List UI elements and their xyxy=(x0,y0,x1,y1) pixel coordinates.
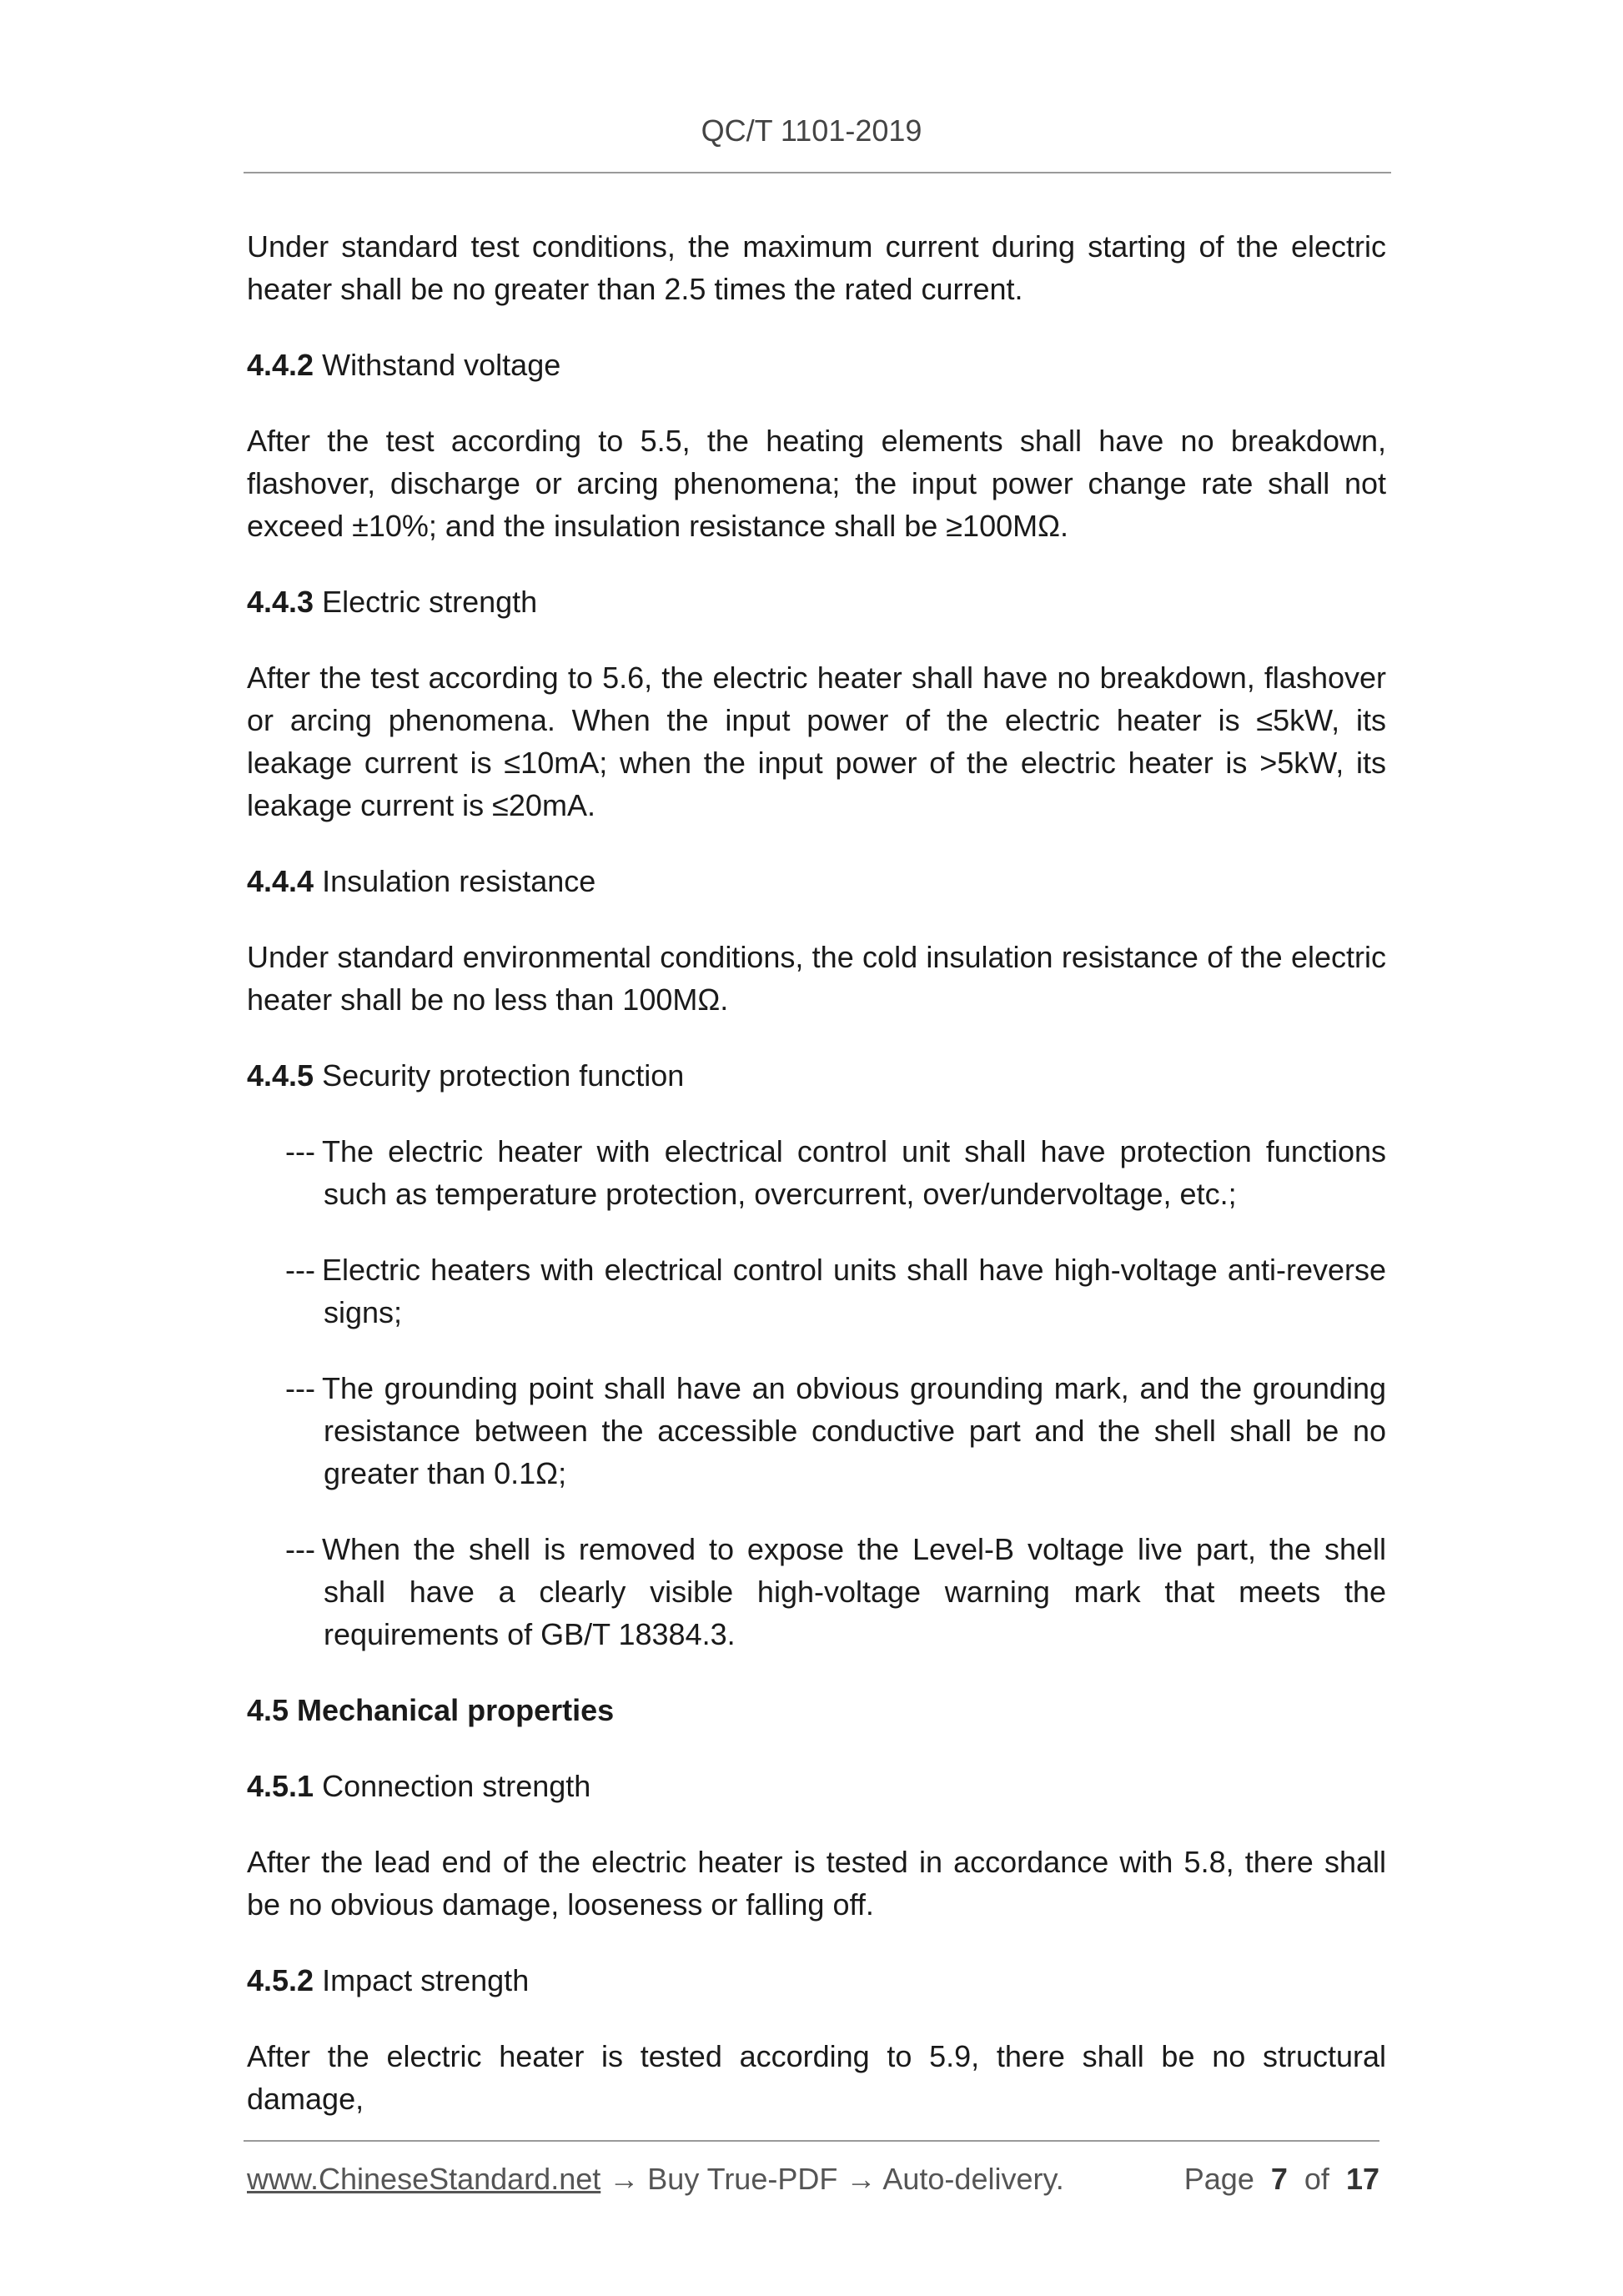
section-number: 4.5.2 xyxy=(247,1963,314,1997)
list-item xyxy=(247,1248,1386,1334)
bullet-marker: --- xyxy=(285,1134,315,1168)
section-heading-4-5-2 xyxy=(247,1959,1386,2002)
arrow-icon: → xyxy=(846,2162,877,2196)
section-heading-4-4-5 xyxy=(247,1054,1386,1097)
page-indicator xyxy=(1184,2162,1379,2197)
section-heading-4-5: 4.5 Mechanical properties xyxy=(247,1693,615,1727)
document-code-header: QC/T 1101-2019 xyxy=(701,113,922,148)
list-item-text: The electric heater with electrical control unit shall have protection functions such as temperature protection, overcurrent, over/undervoltage, etc.; xyxy=(322,1134,1386,1211)
document-body xyxy=(247,225,1386,2153)
buy-text: Buy True-PDF xyxy=(647,2162,838,2196)
section-heading-4-4-3 xyxy=(247,580,1386,623)
section-heading-4-4-4 xyxy=(247,860,1386,902)
bullet-marker: --- xyxy=(285,1253,315,1287)
footer-divider xyxy=(244,2140,1379,2142)
section-title: Electric strength xyxy=(322,585,538,619)
paragraph-connection-strength: After the lead end of the electric heater is tested in accordance with 5.8, there shall be no obvious damage, looseness or falling off. xyxy=(247,1845,1386,1922)
paragraph-impact-strength: After the electric heater is tested according to 5.9, there shall be no structural damage, xyxy=(247,2039,1386,2116)
section-number: 4.4.2 xyxy=(247,348,314,382)
delivery-text: Auto-delivery. xyxy=(882,2162,1064,2196)
page-total: 17 xyxy=(1345,2162,1379,2196)
section-number: 4.5.1 xyxy=(247,1769,314,1803)
page-footer xyxy=(247,2162,1379,2197)
section-number: 4.4.3 xyxy=(247,585,314,619)
bullet-marker: --- xyxy=(285,1371,315,1405)
list-item xyxy=(247,1130,1386,1215)
section-heading-4-4-2 xyxy=(247,344,1386,386)
list-item-text: Electric heaters with electrical control units shall have high-voltage anti-reverse signs; xyxy=(322,1253,1386,1329)
section-heading-4-5-1 xyxy=(247,1765,1386,1807)
section-number: 4.4.5 xyxy=(247,1058,314,1093)
arrow-icon: → xyxy=(609,2162,640,2196)
section-title: Security protection function xyxy=(322,1058,685,1093)
section-title: Insulation resistance xyxy=(322,864,596,898)
bullet-marker: --- xyxy=(285,1532,315,1566)
paragraph-withstand-voltage: After the test according to 5.5, the heating elements shall have no breakdown, flashover, discharge or arcing phenomena; the input power change rate shall not exceed ±10%; and the insulation resistance shall be ≥100MΩ. xyxy=(247,424,1386,543)
list-item xyxy=(247,1528,1386,1655)
header-divider xyxy=(244,172,1391,173)
page-of-label: of xyxy=(1304,2162,1329,2196)
section-title: Withstand voltage xyxy=(322,348,561,382)
list-item-text: When the shell is removed to expose the Level-B voltage live part, the shell shall have a clearly visible high-voltage warning mark that meets the requirements of GB/T 18384.3. xyxy=(322,1532,1386,1651)
paragraph-starting-current: Under standard test conditions, the maximum current during starting of the electric heater shall be no greater than 2.5 times the rated current. xyxy=(247,229,1386,306)
section-number: 4.4.4 xyxy=(247,864,314,898)
paragraph-insulation-resistance: Under standard environmental conditions, the cold insulation resistance of the electric heater shall be no less than 100MΩ. xyxy=(247,940,1386,1017)
paragraph-electric-strength: After the test according to 5.6, the electric heater shall have no breakdown, flashover or arcing phenomena. When the input power of the electric heater is ≤5kW, its leakage current is ≤10mA; when the input power of the electric heater is >5kW, its leakage current is ≤20mA. xyxy=(247,661,1386,822)
page-current: 7 xyxy=(1270,2162,1288,2196)
section-title: Connection strength xyxy=(322,1769,591,1803)
website-link[interactable]: www.ChineseStandard.net xyxy=(247,2162,601,2196)
list-item-text: The grounding point shall have an obvious grounding mark, and the grounding resistance between the accessible conductive part and the shell shall be no greater than 0.1Ω; xyxy=(322,1371,1386,1490)
page-label: Page xyxy=(1183,2162,1254,2196)
section-title: Impact strength xyxy=(322,1963,530,1997)
list-item xyxy=(247,1367,1386,1495)
